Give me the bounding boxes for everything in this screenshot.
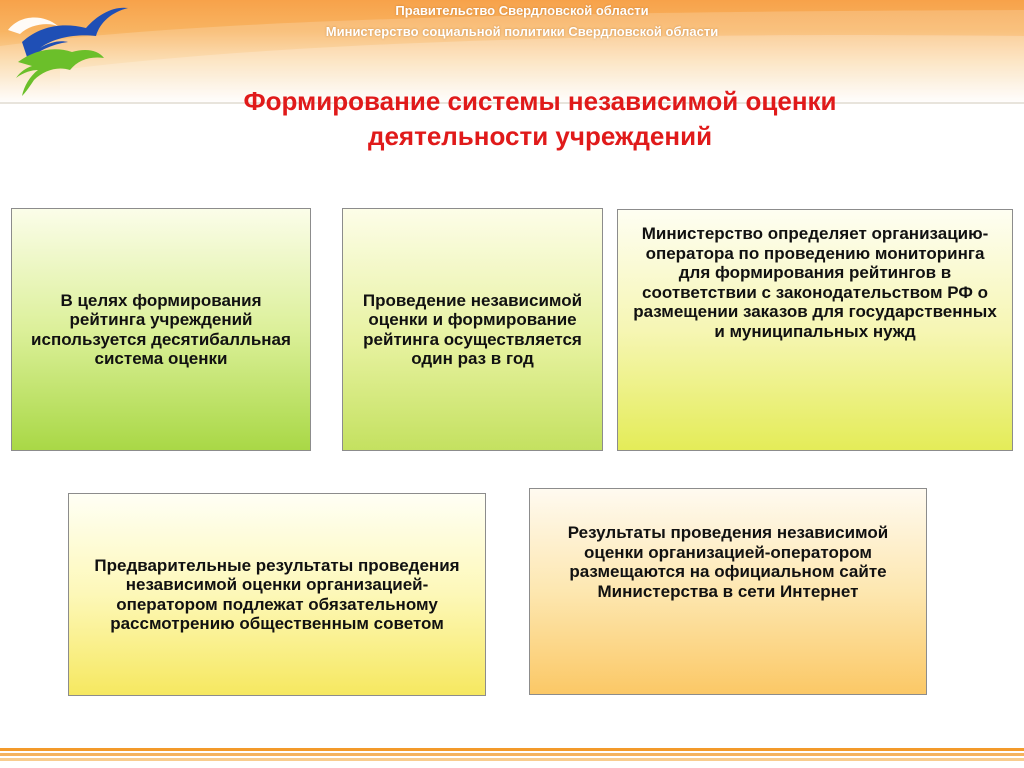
info-box-rating-scale [11,208,311,451]
info-box-text: В целях формирования рейтинга учреждений используется десятибалльная система оценки [31,290,291,368]
info-box-text: Министерство определяет организацию-оператора по проведению мониторинга для формирования рейтингов в соответствии с законодательством РФ о размещении заказов для государственных и муниципальных нужд [633,224,997,341]
info-box-preliminary-results [68,493,486,696]
info-box-operator-selection [617,209,1013,451]
government-name: Правительство Свердловской области [395,3,649,18]
footer-stripe [0,753,1024,756]
page-title-line1: Формирование системы независимой оценки [243,86,837,116]
info-box-text: Результаты проведения независимой оценки организацией-оператором размещаются на официальном сайте Министерства в сети Интернет [567,523,889,601]
info-box-frequency [342,208,603,451]
info-box-text: Проведение независимой оценки и формирование рейтинга осуществляется один раз в год [362,290,583,368]
info-box-results-publication [529,488,927,695]
page-title-line2: деятельности учреждений [367,121,713,151]
info-box-text: Предварительные результаты проведения независимой оценки организацией-оператором подлежат обязательному рассмотрению общественным советом [94,555,460,633]
ministry-name: Министерство социальной политики Свердловской области [325,24,719,39]
footer-stripe [0,758,1024,761]
footer-stripe [0,748,1024,751]
page-title [120,84,960,154]
